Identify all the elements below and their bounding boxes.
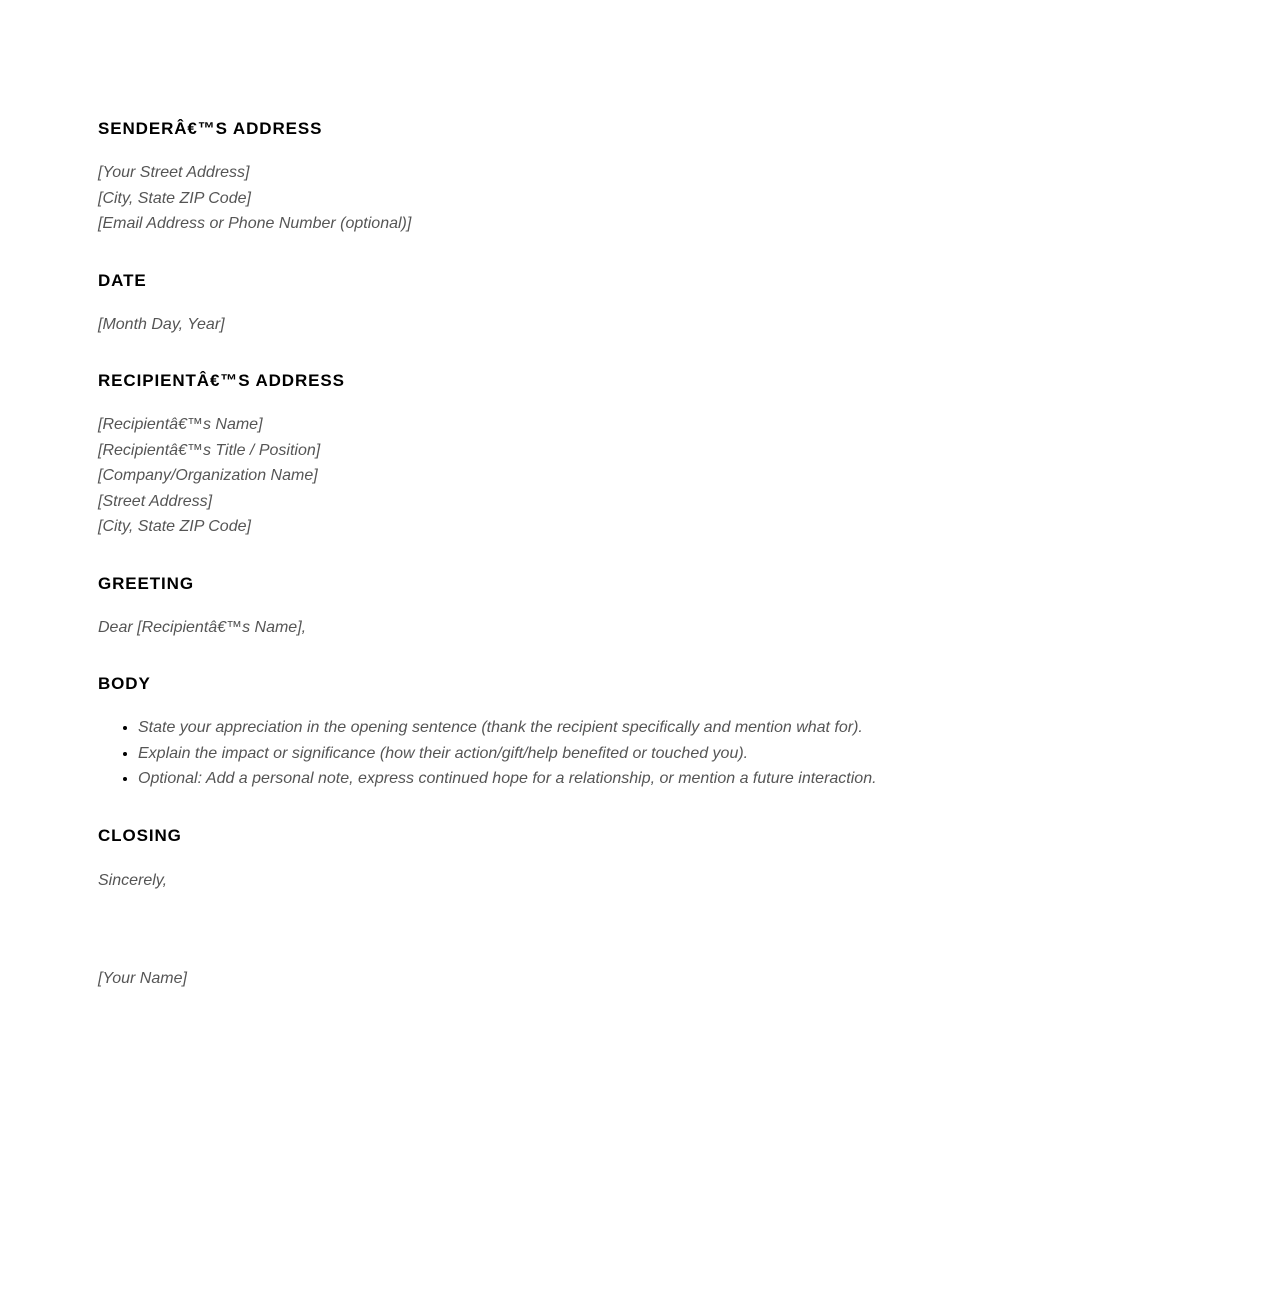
closing-valediction: Sincerely, — [98, 871, 168, 889]
sender-heading: SENDERÂ€™S ADDRESS — [98, 119, 323, 138]
sender-contact: [Email Address or Phone Number (optional)] — [98, 215, 412, 232]
greeting-heading: GREETING — [98, 573, 194, 593]
greeting-salutation: Dear [Recipientâ€™s Name], — [98, 618, 307, 636]
sender-city: [City, State ZIP Code] — [98, 189, 251, 207]
recipient-lines — [98, 412, 1198, 540]
letter-template — [98, 118, 1198, 992]
sender-lines — [98, 160, 1198, 237]
greeting-section — [98, 573, 1198, 641]
date-section — [98, 270, 1198, 338]
recipient-section — [98, 370, 1198, 540]
recipient-company: [Company/Organization Name] — [98, 467, 318, 484]
closing-section — [98, 825, 1198, 992]
date-lines — [98, 312, 1198, 338]
recipient-heading: RECIPIENTÂ€™S ADDRESS — [98, 371, 345, 390]
date-value: [Month Day, Year] — [98, 315, 225, 333]
body-heading: BODY — [98, 674, 151, 693]
recipient-city: [City, State ZIP Code] — [98, 518, 251, 535]
sender-section — [98, 118, 1198, 237]
sender-street: [Your Street Address] — [98, 164, 250, 181]
recipient-name: [Recipientâ€™s Name] — [98, 416, 263, 433]
recipient-title: [Recipientâ€™s Title / Position] — [98, 441, 321, 459]
recipient-street: [Street Address] — [98, 492, 213, 510]
closing-heading: CLOSING — [98, 825, 182, 845]
body-section — [98, 673, 1198, 792]
body-bullet-appreciation: • State your appreciation in the opening sentence (thank the recipient specifically and mention what for). — [138, 715, 1198, 741]
date-heading: DATE — [98, 270, 147, 290]
body-bullet-list — [98, 715, 1198, 792]
greeting-lines — [98, 615, 1198, 641]
body-bullet-impact: • Explain the impact or significance (how their action/gift/help benefited or touched you). — [138, 741, 1198, 767]
body-bullet-personal-note: • Optional: Add a personal note, express continued hope for a relationship, or mention a future interaction. — [138, 766, 1198, 792]
closing-lines — [98, 868, 1198, 992]
closing-signature: [Your Name] — [98, 970, 187, 987]
